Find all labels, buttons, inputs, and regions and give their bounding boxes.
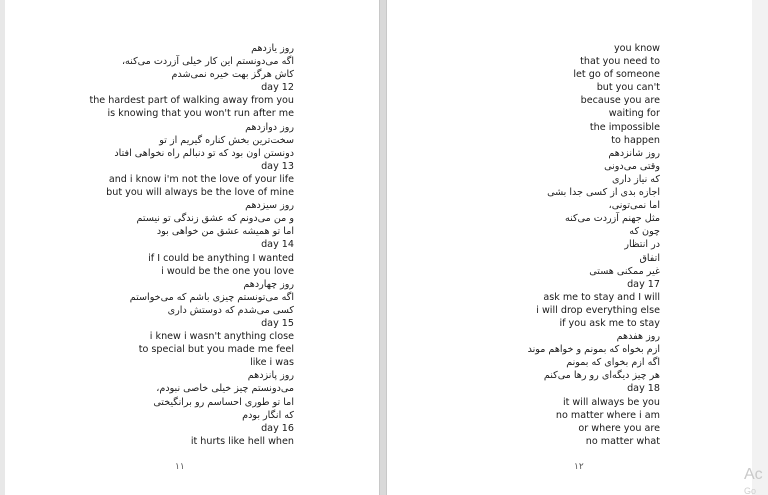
right-line: اما نمی‌تونی، (608, 200, 660, 212)
left-line: day 16 (261, 422, 294, 434)
right-line: no matter what (585, 435, 660, 447)
left-line: سخت‌ترین بخش کناره گیریم از تو (159, 134, 294, 146)
right-line: i will drop everything else (536, 304, 660, 316)
right-line: it will always be you (562, 396, 660, 408)
left-line: و من می‌دونم که عشق زندگی تو نیستم (136, 213, 294, 225)
right-line: ازم بخواه که بمونم و خواهم موند (527, 344, 660, 356)
left-line: day 14 (261, 239, 294, 251)
right-line: که نیاز داری (611, 173, 660, 185)
right-line: if you ask me to stay (559, 317, 660, 329)
left-line: day 13 (261, 160, 294, 172)
right-line: you know (613, 43, 660, 54)
right-line: waiting for (608, 108, 660, 120)
right-line: در انتظار (624, 239, 660, 251)
left-line: if I could be anything I wanted (148, 252, 294, 264)
right-line: غیر ممکنی هستی (589, 265, 660, 277)
right-line: روز شانزدهم (608, 147, 660, 159)
right-line: no matter where i am (555, 409, 660, 421)
page-number-left: ۱۱ (175, 462, 185, 472)
right-line: day 18 (627, 383, 660, 395)
left-line: روز چهاردهم (243, 278, 294, 290)
scrollbar[interactable] (752, 0, 768, 495)
right-line: روز هفدهم (616, 331, 660, 343)
right-line: ask me to stay and I will (543, 291, 660, 303)
right-line: the impossible (589, 121, 660, 133)
right-line: چون که (629, 226, 660, 238)
right-line: let go of someone (573, 69, 660, 81)
left-line: روز سیزدهم (245, 200, 294, 212)
left-line: like i was (250, 357, 294, 369)
right-line: to happen (611, 134, 660, 146)
right-line: هر چیز دیگه‌ای رو رها می‌کنم (543, 370, 660, 382)
page-number-right: ۱۲ (574, 462, 584, 472)
activation-watermark: Ac (744, 466, 763, 483)
left-line: روز پانزدهم (247, 370, 294, 382)
page-right (386, 0, 752, 495)
left-line: to special but you made me feel (138, 344, 294, 356)
left-line: day 12 (261, 82, 294, 94)
left-line: کاش هرگز بهت خیره نمی‌شدم (171, 69, 294, 81)
page-left (5, 0, 380, 495)
right-line: وقتی می‌دونی (604, 160, 660, 172)
left-line: but you will always be the love of mine (106, 187, 294, 199)
activation-watermark-subtext: Go (744, 486, 757, 495)
right-line: اگه ازم بخوای که بمونم (566, 357, 660, 369)
left-line: اگه می‌تونستم چیزی باشم که می‌خواستم (129, 291, 294, 303)
right-line: because you are (580, 95, 660, 107)
left-line: دونستن اون بود که تو دنبالم راه نخواهی افتاد (114, 147, 294, 159)
right-line: that you need to (580, 56, 660, 68)
left-line: روز دوازدهم (245, 121, 294, 133)
left-line: روز یازدهم (251, 43, 294, 54)
left-line: is knowing that you won't run after me (107, 108, 294, 120)
left-page-text (34, 42, 294, 448)
left-line: می‌دونستم چیز خیلی خاصی نبودم، (156, 383, 294, 395)
left-line: اما تو طوری احساسم رو برانگیختی (153, 396, 294, 408)
right-line: but you can't (596, 82, 660, 94)
left-line: i would be the one you love (161, 265, 294, 277)
left-line: که انگار بودم (242, 409, 294, 421)
right-line: اجازه بدی از کسی جدا بشی (547, 187, 660, 199)
right-line: اتفاق (639, 252, 660, 264)
right-line: or where you are (578, 422, 660, 434)
left-line: day 15 (261, 317, 294, 329)
left-line: and i know i'm not the love of your life (108, 173, 294, 185)
left-line: کسی می‌شدم که دوستش داری (167, 304, 294, 316)
right-line: مثل جهنم آزردت می‌کنه (564, 213, 660, 225)
left-line: the hardest part of walking away from you (89, 95, 294, 107)
right-page-text (410, 42, 660, 448)
right-line: day 17 (627, 278, 660, 290)
left-line: اگه می‌دونستم این کار خیلی آزردت می‌کنه، (121, 56, 294, 68)
left-line: i knew i wasn't anything close (149, 331, 294, 343)
left-line: اما تو همیشه عشق من خواهی بود (156, 226, 294, 238)
left-line: it hurts like hell when (190, 435, 294, 447)
